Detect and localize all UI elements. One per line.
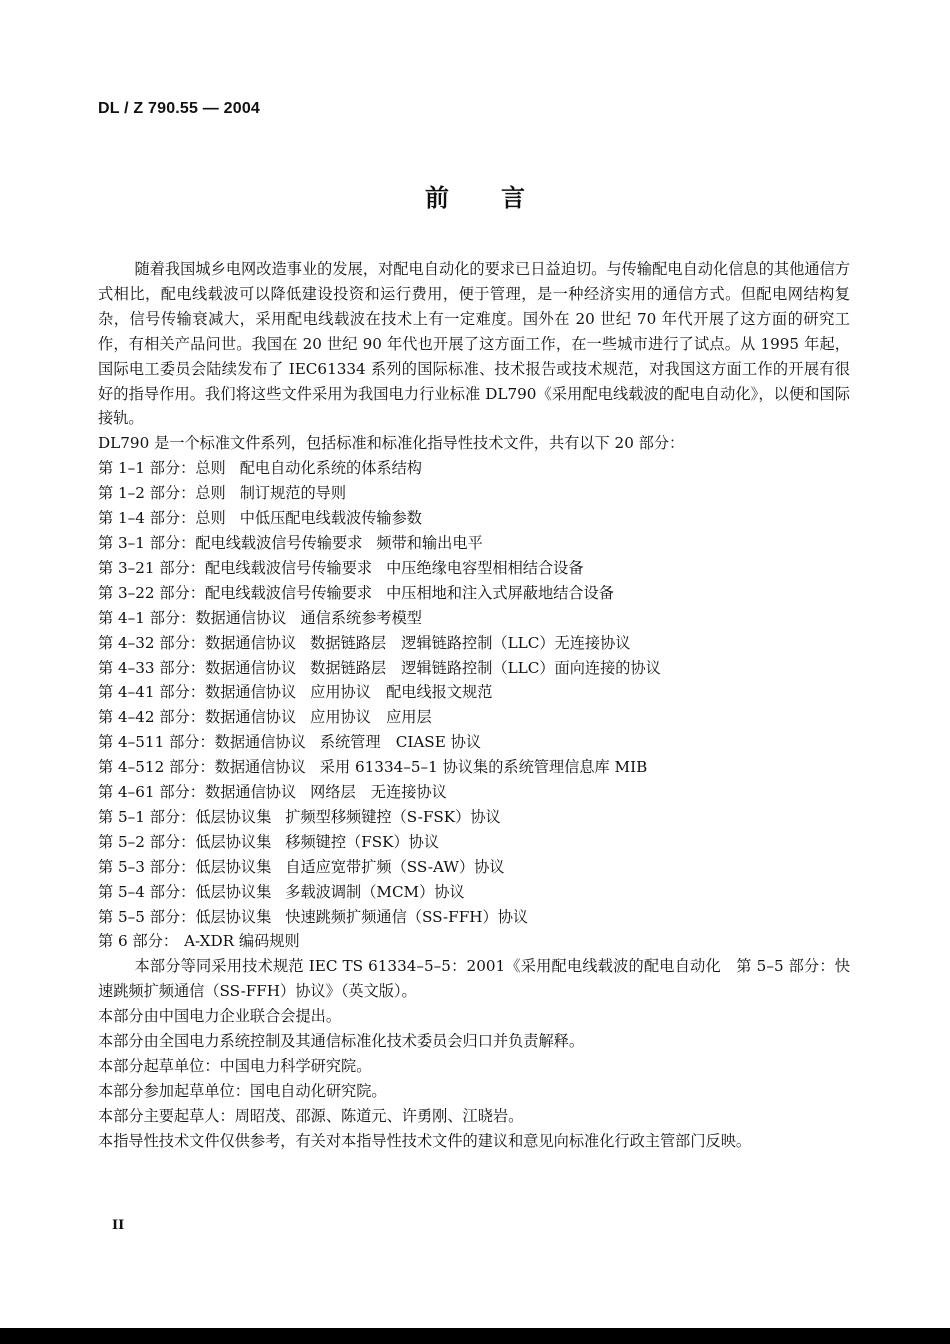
part-item: 第 3–22 部分：配电线载波信号传输要求 中压相地和注入式屏蔽地结合设备 (98, 583, 614, 602)
intro-paragraph: 随着我国城乡电网改造事业的发展，对配电自动化的要求已日益迫切。与传输配电自动化信息的其他通信方式相比，配电线载波可以降低建设投资和运行费用，便于管理，是一种经济实用的通信方式。但配电网结构复杂，信号传输衰减大，采用配电线载波在技术上有一定难度。国外在 20 世纪 70 年代开展了这方面的研究工作，有相关产品问世。我国在 20 世纪 90 年代也开展了这方面工作，在一些城市进行了试点。从 1995 年起，国际电工委员会陆续发布了 IEC61334 系列的国际标准、技术报告或技术规范，对我国这方面工作的开展有很好的指导作用。我们将这些文件采用为我国电力行业标准 DL790《采用配电线载波的配电自动化》，以便和国际接轨。 (98, 260, 850, 428)
part-item: 第 3–21 部分：配电线载波信号传输要求 中压绝缘电容型相相结合设备 (98, 558, 584, 577)
page-title (0, 178, 950, 213)
part-item: 第 4–32 部分：数据通信协议 数据链路层 逻辑链路控制（LLC）无连接协议 (98, 633, 631, 652)
foreword-body (98, 257, 850, 1154)
part-item: 第 5–5 部分：低层协议集 快速跳频扩频通信（SS-FFH）协议 (98, 907, 529, 926)
interpreted-by: 本部分由全国电力系统控制及其通信标准化技术委员会归口并负责解释。 (98, 1032, 584, 1051)
part-item: 第 1–2 部分：总则 制订规范的导则 (98, 484, 347, 503)
proposed-by: 本部分由中国电力企业联合会提出。 (98, 1007, 341, 1026)
part-item: 第 1–1 部分：总则 配电自动化系统的体系结构 (98, 459, 422, 478)
drafters: 本部分主要起草人：周昭茂、邵源、陈道元、许勇刚、江晓岩。 (98, 1106, 524, 1125)
part-item: 第 4–33 部分：数据通信协议 数据链路层 逻辑链路控制（LLC）面向连接的协议 (98, 658, 661, 677)
page-number: II (112, 1218, 125, 1233)
parts-list (98, 456, 850, 954)
part-item: 第 4–61 部分：数据通信协议 网络层 无连接协议 (98, 783, 447, 802)
part-item: 第 6 部分： A-XDR 编码规则 (98, 932, 300, 951)
part-item: 第 5–2 部分：低层协议集 移频键控（FSK）协议 (98, 832, 440, 851)
series-intro: DL790 是一个标准文件系列，包括标准和标准化指导性技术文件，共有以下 20 部分： (98, 434, 685, 453)
part-item: 第 4–42 部分：数据通信协议 应用协议 应用层 (98, 708, 432, 727)
part-item: 第 3–1 部分：配电线载波信号传输要求 频带和输出电平 (98, 533, 483, 552)
bottom-rule (0, 1328, 950, 1344)
part-item: 第 5–3 部分：低层协议集 自适应宽带扩频（SS-AW）协议 (98, 857, 505, 876)
part-item: 第 4–41 部分：数据通信协议 应用协议 配电线报文规范 (98, 683, 493, 702)
part-item: 第 4–1 部分：数据通信协议 通信系统参考模型 (98, 608, 422, 627)
page-title-char-2: 言 (501, 184, 525, 212)
part-item: 第 4–511 部分：数据通信协议 系统管理 CIASE 协议 (98, 733, 482, 752)
guidance-note: 本指导性技术文件仅供参考，有关对本指导性技术文件的建议和意见向标准化行政主管部门反映。 (98, 1131, 752, 1150)
adoption-statement: 本部分等同采用技术规范 IEC TS 61334–5–5：2001《采用配电线载波的配电自动化 第 5–5 部分：快速跳频扩频通信（SS-FFH）协议》（英文版）。 (98, 957, 850, 1001)
part-item: 第 5–4 部分：低层协议集 多载波调制（MCM）协议 (98, 882, 465, 901)
part-item: 第 1–4 部分：总则 中低压配电线载波传输参数 (98, 509, 422, 528)
part-item: 第 4–512 部分：数据通信协议 采用 61334–5–1 协议集的系统管理信息库 MIB (98, 758, 648, 777)
part-item: 第 5–1 部分：低层协议集 扩频型移频键控（S-FSK）协议 (98, 807, 501, 826)
participating-unit: 本部分参加起草单位：国电自动化研究院。 (98, 1081, 387, 1100)
page-title-char-1: 前 (425, 184, 449, 212)
standard-code-header: DL / Z 790.55 — 2004 (98, 100, 261, 117)
drafting-unit: 本部分起草单位：中国电力科学研究院。 (98, 1057, 372, 1075)
